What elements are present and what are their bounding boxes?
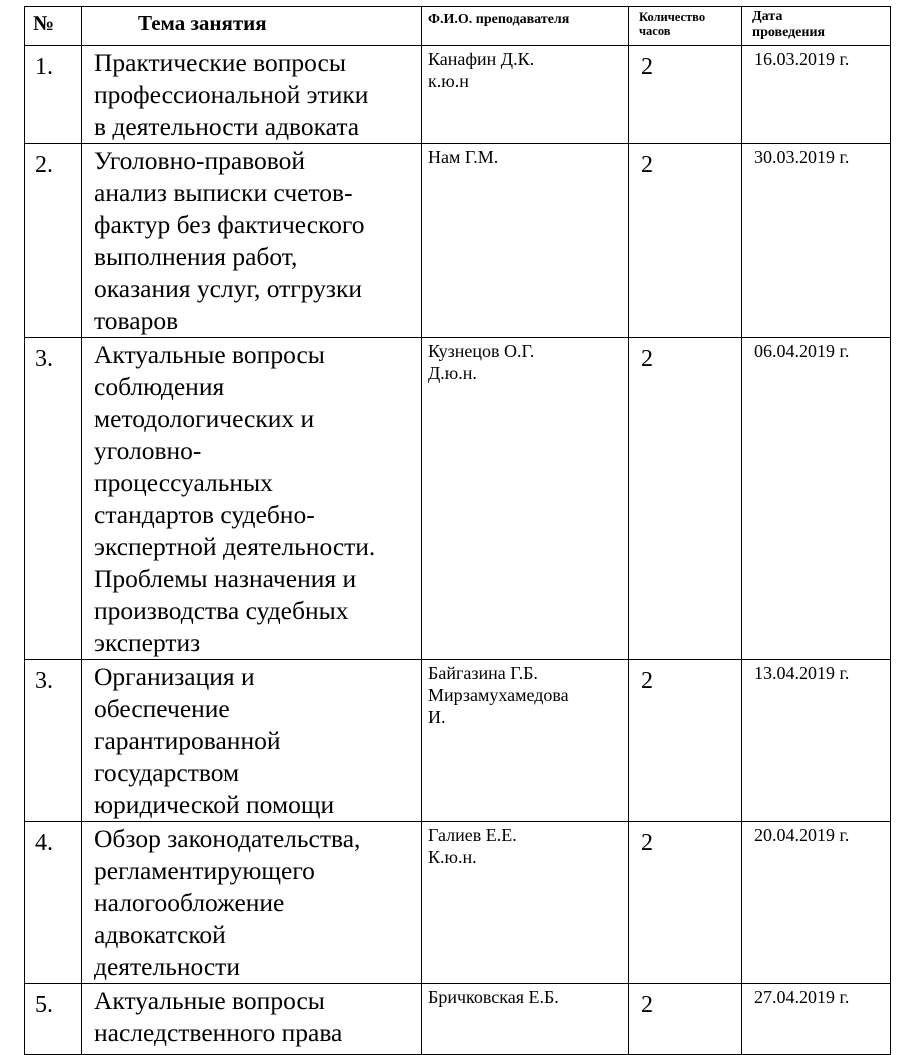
row-topic [82,46,422,144]
row-date: 27.04.2019 г. [742,984,891,1055]
topic-line: юридической помощи [94,790,335,819]
teacher-line: Байгазина Г.Б. [428,663,538,683]
teacher-line: Кузнецов О.Г. [428,341,535,361]
table-row [25,822,891,984]
row-number: 3. [25,660,82,822]
row-number: 4. [25,822,82,984]
topic-line: оказания услуг, отгрузки [94,274,363,303]
row-hours: 2 [629,144,742,338]
row-hours: 2 [629,822,742,984]
row-date: 06.04.2019 г. [742,338,891,660]
header-date-line2: проведения [752,25,826,40]
header-topic: Тема занятия [82,7,422,46]
table-row [25,984,891,1055]
row-teacher [422,822,629,984]
topic-line: методологических и [94,404,315,433]
topic-line: адвокатской [94,920,226,949]
topic-line: налогообложение [94,888,285,917]
topic-line: профессиональной этики [94,80,369,109]
table-row [25,338,891,660]
topic-line: экспертной деятельности. [94,532,376,561]
header-teacher: Ф.И.О. преподавателя [422,7,629,46]
row-topic [82,338,422,660]
row-number: 5. [25,984,82,1055]
topic-line: анализ выписки счетов- [94,178,353,207]
topic-line: выполнения работ, [94,242,298,271]
topic-line: товаров [94,306,179,335]
row-teacher [422,338,629,660]
row-hours: 2 [629,660,742,822]
row-topic [82,984,422,1055]
row-date: 16.03.2019 г. [742,46,891,144]
row-topic [82,144,422,338]
row-number: 3. [25,338,82,660]
header-hours-line2: часов [639,24,671,38]
row-date: 30.03.2019 г. [742,144,891,338]
table-row [25,46,891,144]
row-date: 13.04.2019 г. [742,660,891,822]
topic-line: наследственного права [94,1018,343,1047]
topic-line: в деятельности адвоката [94,112,360,141]
row-number: 2. [25,144,82,338]
teacher-line: К.ю.н. [428,847,477,867]
teacher-line: Галиев Е.Е. [428,825,517,845]
teacher-line: Д.ю.н. [428,363,477,383]
topic-line: гарантированной [94,726,281,755]
header-num: № [25,7,82,46]
teacher-line: И. [428,707,446,727]
topic-line: государством [94,758,240,787]
header-date-line1: Дата [752,9,783,24]
topic-line: стандартов судебно- [94,500,315,529]
topic-line: Практические вопросы [94,48,346,77]
row-hours: 2 [629,46,742,144]
row-teacher [422,984,629,1055]
header-hours [629,7,742,46]
teacher-line: Бричковская Е.Б. [428,987,559,1007]
table-row [25,144,891,338]
topic-line: деятельности [94,952,240,981]
row-topic [82,822,422,984]
topic-line: Актуальные вопросы [94,986,325,1015]
topic-line: Проблемы назначения и [94,564,357,593]
table-row [25,660,891,822]
header-hours-line1: Количество [639,10,706,24]
topic-line: регламентирующего [94,856,315,885]
schedule-table [24,6,891,1055]
row-teacher [422,144,629,338]
row-teacher [422,46,629,144]
topic-line: уголовно- [94,436,202,465]
topic-line: Актуальные вопросы [94,340,325,369]
teacher-line: Мирзамухамедова [428,685,569,705]
teacher-line: к.ю.н [428,71,469,91]
row-hours: 2 [629,338,742,660]
teacher-line: Нам Г.М. [428,147,499,167]
topic-line: экспертиз [94,628,201,657]
teacher-line: Канафин Д.К. [428,49,535,69]
topic-line: обеспечение [94,694,230,723]
row-date: 20.04.2019 г. [742,822,891,984]
topic-line: фактур без фактического [94,210,365,239]
topic-line: Организация и [94,662,255,691]
row-teacher [422,660,629,822]
row-number: 1. [25,46,82,144]
topic-line: соблюдения [94,372,225,401]
row-hours: 2 [629,984,742,1055]
topic-line: Обзор законодательства, [94,824,361,853]
topic-line: производства судебных [94,596,349,625]
table-header-row [25,7,891,46]
topic-line: процессуальных [94,468,273,497]
row-topic [82,660,422,822]
header-date [742,7,891,46]
topic-line: Уголовно-правовой [94,146,306,175]
